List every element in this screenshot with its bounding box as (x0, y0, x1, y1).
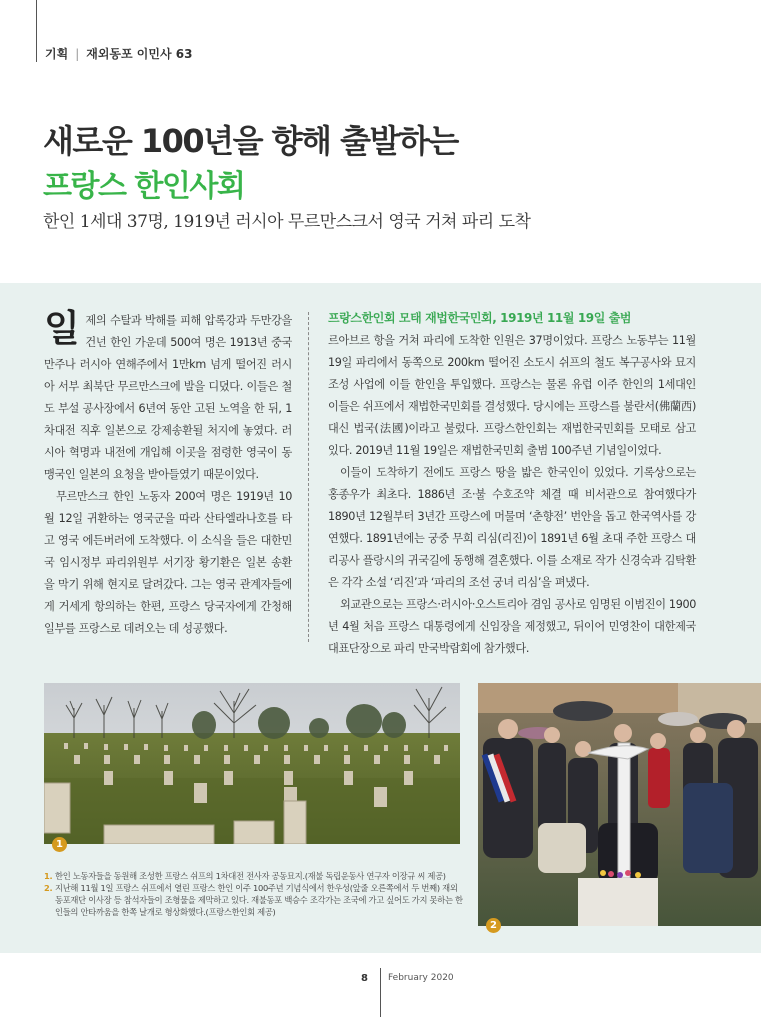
left-paragraph-2: 무르만스크 한인 노동자 200여 명은 1919년 10월 12일 귀환하는 영국군을 따라 산타엘라나호를 타고 영국 에든버러에 도착했다. 이 소식을 들은 대한민국 임시정부 파리위원부 서기장 황기환은 일본 송환을 막기 위해 현지로 달려갔다. 그는 영국 관계자들에게 거세게 항의하는 한편, 프랑스 당국자에게 간청해 일부를 프랑스로 데려오는 데 성공했다. (44, 490, 292, 635)
column-divider (308, 312, 309, 642)
right-column-heading: 프랑스한인회 모태 재법한국민회, 1919년 11월 19일 출범 (328, 311, 632, 325)
right-column (328, 330, 696, 660)
ceremony-photo (478, 683, 761, 926)
caption-2-number: 2. (44, 883, 53, 893)
title-line-2: 프랑스 한인사회 (43, 169, 245, 204)
page-number: 8 (361, 973, 368, 984)
section-divider: | (75, 47, 80, 61)
section-tag (45, 45, 192, 62)
title-line-1: 새로운 100년을 향해 출발하는 (43, 122, 458, 160)
caption-2 (44, 882, 464, 918)
footer-vertical-rule (380, 968, 381, 1017)
caption-2-text: 지난해 11월 1일 프랑스 쉬프에서 열린 프랑스 한인 이주 100주년 기념식에서 한우성(앞줄 오른쪽에서 두 번째) 재외동포재단 이사장 등 참석자들이 조형물을 제막하고 있다. 재불동포 백승수 조각가는 조국에 가고 싶어도 가지 못하는 한인들의 안타까움을 한쪽 날개로 형상화했다.(프랑스한인회 제공) (55, 883, 463, 917)
photo-captions (44, 870, 464, 918)
cemetery-photo (44, 683, 460, 844)
caption-1-text: 한인 노동자들을 동원해 조성한 프랑스 쉬프의 1차대전 전사자 공동묘지.(재불 독립운동사 연구자 이장규 씨 제공) (55, 871, 446, 881)
left-column (44, 307, 292, 640)
left-paragraph-1-text: 제의 수탈과 박해를 피해 압록강과 두만강을 건넌 한인 가운데 500여 명은 1913년 중국 만주나 러시아 연해주에서 1만km 넘게 떨어진 러시아 서부 최북단 무르만스크에 발을 디뎠다. 이들은 철도 부설 공사장에서 6년여 동안 고된 노역을 한 뒤, 1차대전 직후 일본으로 강제송환될 처지에 놓였다. 러시아 혁명과 내전에 개입해 이곳을 점령한 영국이 동맹국인 일본의 요청을 받아들였기 때문이었다. (44, 314, 292, 481)
photo-number-badge-1: 1 (52, 837, 67, 852)
right-paragraph-2: 이들이 도착하기 전에도 프랑스 땅을 밟은 한국인이 있었다. 기록상으로는 홍종우가 최초다. 1886년 조·불 수호조약 체결 때 비서관으로 참여했다가 1890년 12월부터 3년간 프랑스에 머물며 ‘춘향전’ 번안을 돕고 한국역사를 강연했다. 1891년에는 궁중 무희 리심(리진)이 1891년 6월 초대 주한 프랑스 대리공사 플랑시의 귀국길에 동행해 결혼했다. 이를 소재로 작가 신경숙과 김탁환은 각각 소설 ‘리진’과 ‘파리의 조선 궁녀 리심’을 펴냈다. (328, 466, 696, 589)
section-label: 기획 (45, 47, 69, 61)
photo-number-badge-2: 2 (486, 918, 501, 933)
left-paragraph-1 (44, 307, 292, 486)
dropcap: 일 (44, 307, 80, 350)
subtitle: 한인 1세대 37명, 1919년 러시아 무르만스크서 영국 거쳐 파리 도착 (43, 212, 531, 232)
right-paragraph-1: 르아브르 항을 거쳐 파리에 도착한 인원은 37명이었다. 프랑스 노동부는 11월 19일 파리에서 동쪽으로 200km 떨어진 소도시 쉬프의 철도 복구공사와 묘지 조성 사업에 이들 한인을 투입했다. 프랑스는 물론 유럽 이주 한인의 1세대인 이들은 쉬프에서 재법한국민회를 결성했다. 당시에는 프랑스를 불란서(佛蘭西) 대신 법국(法國)이라고 불렀다. 프랑스한인회는 재법한국민회를 모태로 삼고 있다. 2019년 11월 19일은 재법한국민회 출범 100주년 기념일이었다. (328, 334, 696, 457)
caption-1 (44, 870, 464, 882)
top-vertical-rule (36, 0, 37, 62)
issue-date: February 2020 (388, 973, 454, 983)
right-paragraph-3: 외교관으로는 프랑스·러시아·오스트리아 겸임 공사로 임명된 이범진이 1900년 4월 처음 프랑스 대통령에게 신임장을 제정했고, 뒤이어 민영찬이 대한제국 대표단장으로 파리 만국박람회에 참가했다. (328, 598, 696, 655)
series-label: 재외동포 이민사 63 (86, 47, 193, 61)
caption-1-number: 1. (44, 871, 53, 881)
